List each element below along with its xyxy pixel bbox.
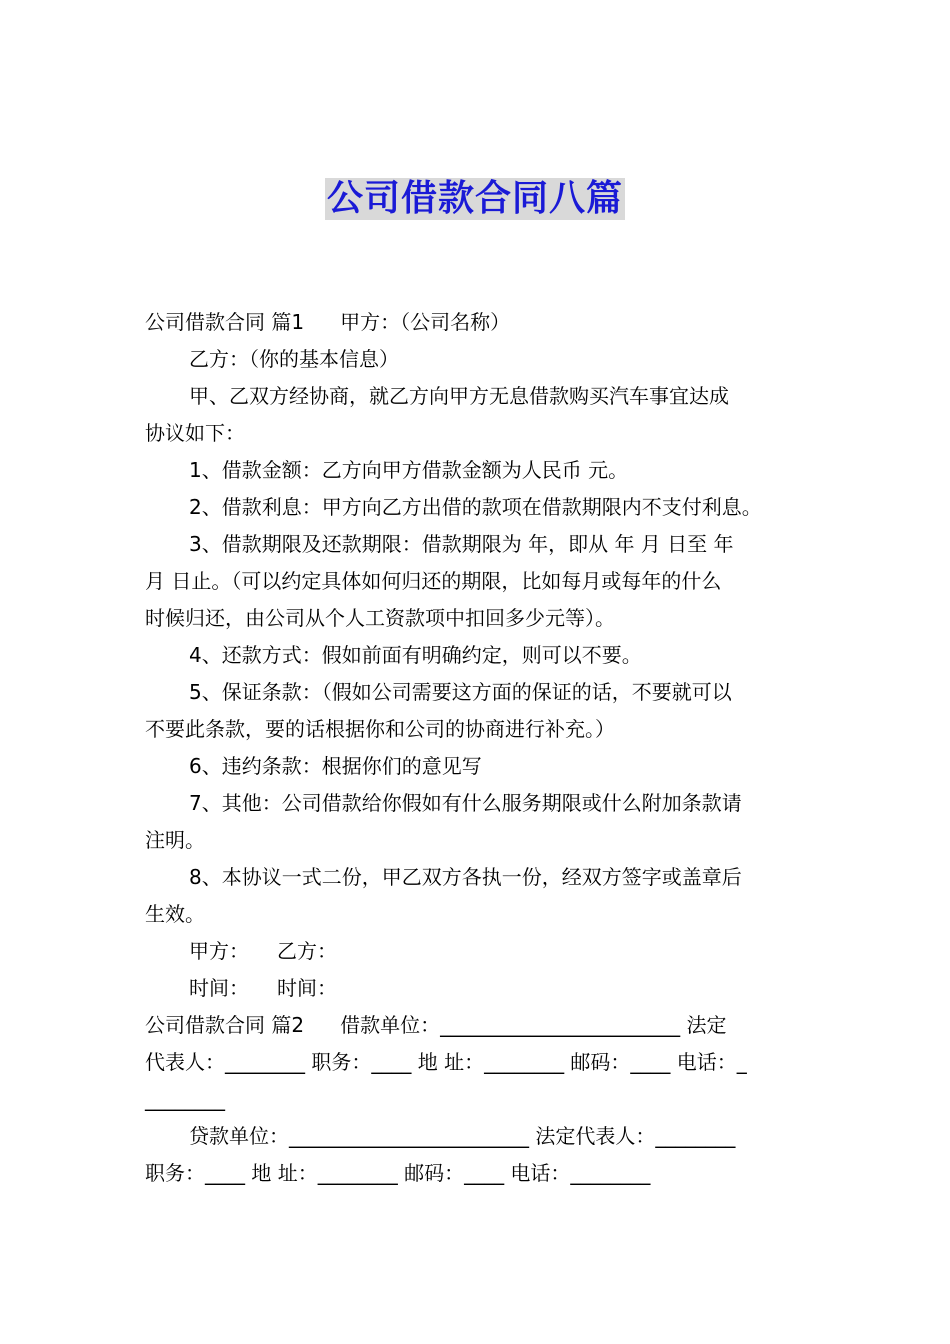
paragraph-line: 职务：____ 地 址：________ 邮码：____ 电话：________ [145, 1161, 651, 1185]
paragraph-line: 乙方：（你的基本信息） [189, 347, 399, 371]
paragraph-line: 注明。 [145, 828, 205, 852]
paragraph-line: ________ [145, 1087, 225, 1111]
paragraph-line: 代表人：________ 职务：____ 地 址：________ 邮码：____ 电话：_ [145, 1050, 747, 1074]
paragraph-line: 8、本协议一式二份，甲乙双方各执一份，经双方签字或盖章后 [189, 865, 742, 889]
party-a-signature-label: 甲方： [189, 939, 249, 963]
paragraph-line: 生效。 [145, 902, 205, 926]
paragraph-line: 贷款单位：________________________ 法定代表人：________ [189, 1124, 736, 1148]
paragraph-line: 3、借款期限及还款期限：借款期限为 年，即从 年 月 日至 年 [189, 532, 734, 556]
paragraph-line: 5、保证条款：（假如公司需要这方面的保证的话，不要就可以 [189, 680, 732, 704]
date-line [145, 970, 810, 1007]
borrower-unit-label: 借款单位：________________________ 法定 [340, 1013, 727, 1037]
title-container [0, 178, 950, 220]
paragraph-line: 4、还款方式：假如前面有明确约定，则可以不要。 [189, 643, 642, 667]
paragraph-line: 时候归还，由公司从个人工资款项中扣回多少元等）。 [145, 606, 615, 630]
party-b-date-label: 时间： [277, 976, 337, 1000]
paragraph-line [145, 304, 810, 341]
signature-line [145, 933, 810, 970]
party-a-label: 甲方：（公司名称） [340, 310, 511, 334]
document-body [145, 304, 810, 1192]
section-heading-1: 公司借款合同 篇1 [145, 310, 305, 334]
paragraph-line: 协议如下： [145, 421, 245, 445]
party-a-date-label: 时间： [189, 976, 249, 1000]
paragraph-line [145, 1007, 810, 1044]
paragraph-line: 1、借款金额：乙方向甲方借款金额为人民币 元。 [189, 458, 629, 482]
paragraph-line: 7、其他：公司借款给你假如有什么服务期限或什么附加条款请 [189, 791, 742, 815]
party-b-signature-label: 乙方： [277, 939, 337, 963]
paragraph-line: 不要此条款，要的话根据你和公司的协商进行补充。） [145, 717, 615, 741]
paragraph-line: 甲、乙双方经协商，就乙方向甲方无息借款购买汽车事宜达成 [189, 384, 729, 408]
document-title: 公司借款合同八篇 [326, 178, 623, 219]
paragraph-line: 2、借款利息：甲方向乙方出借的款项在借款期限内不支付利息。 [189, 495, 762, 519]
paragraph-line: 6、违约条款：根据你们的意见写 [189, 754, 482, 778]
section-heading-2: 公司借款合同 篇2 [145, 1013, 305, 1037]
paragraph-line: 月 日止。（可以约定具体如何归还的期限，比如每月或每年的什么 [145, 569, 722, 593]
